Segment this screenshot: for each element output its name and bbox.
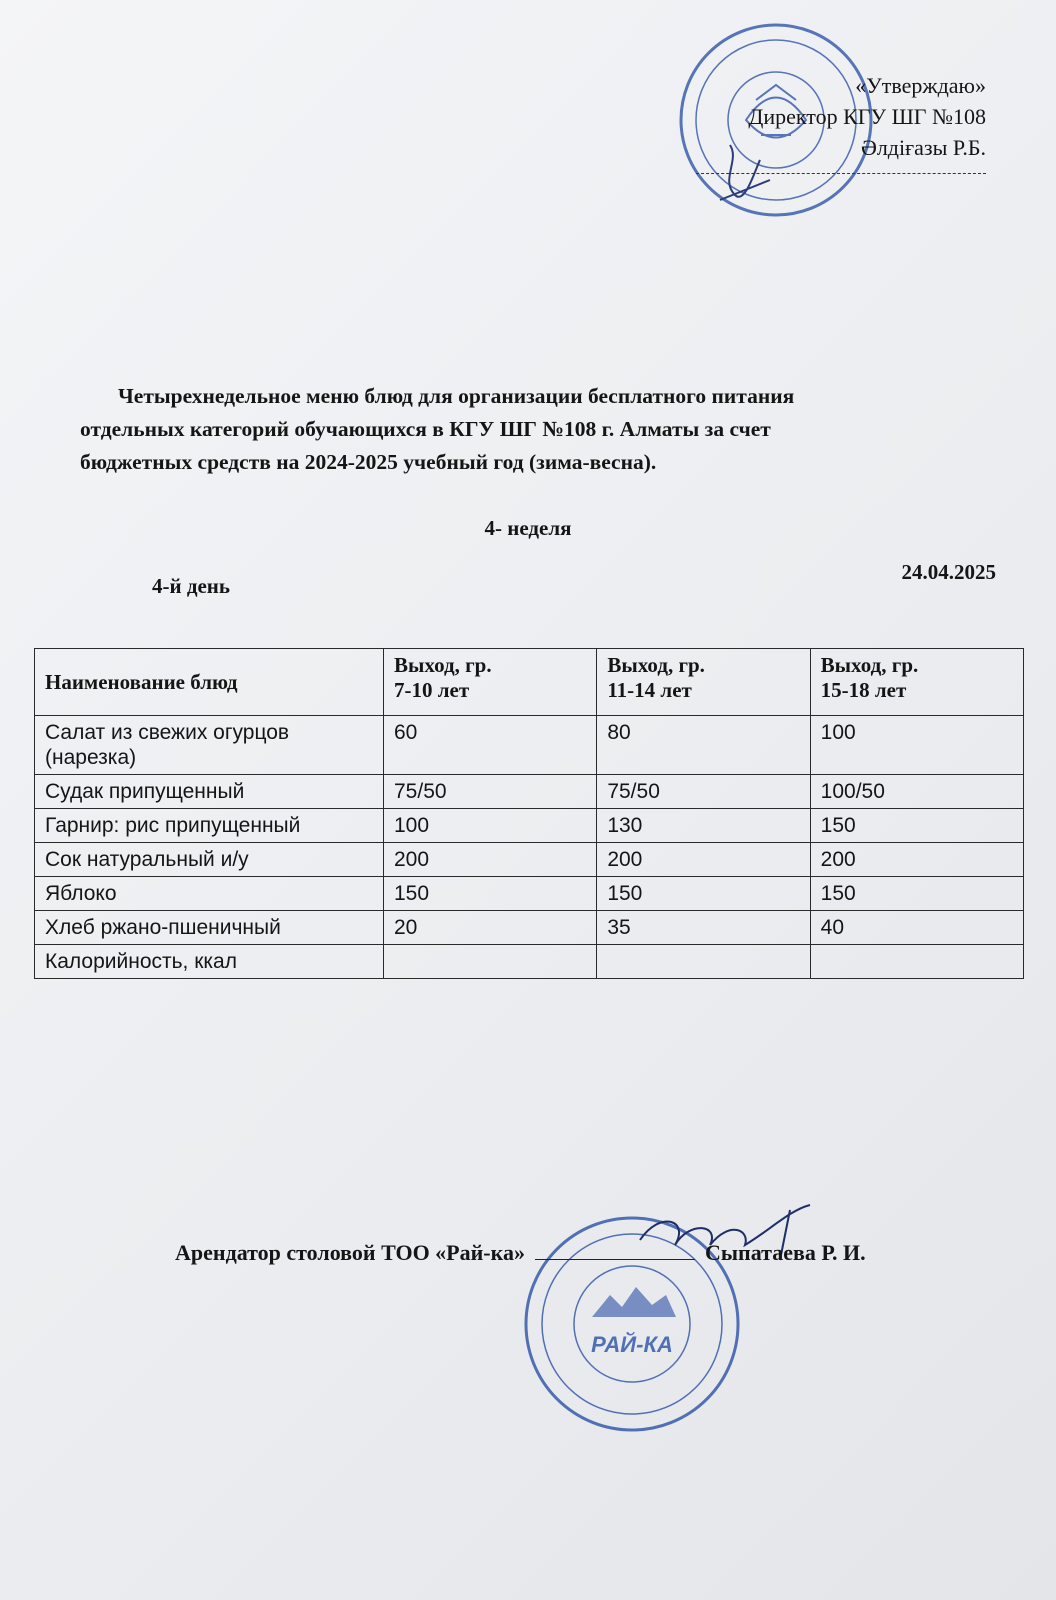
portion-cell	[597, 945, 810, 979]
footer-signature-row	[175, 1240, 866, 1266]
portion-cell: 130	[597, 809, 810, 843]
portion-cell: 150	[597, 877, 810, 911]
portion-cell: 150	[810, 809, 1023, 843]
tenant-name: Сыпатаева Р. И.	[704, 1240, 866, 1265]
table-row	[35, 911, 1024, 945]
approval-position: Директор КГУ ШГ №108	[748, 104, 986, 129]
portion-cell	[810, 945, 1023, 979]
table-header-row	[35, 649, 1024, 716]
day-label: 4-й день	[152, 574, 230, 598]
approval-block	[696, 70, 986, 174]
menu-table	[34, 648, 1024, 979]
portion-cell: 150	[810, 877, 1023, 911]
dish-name: Судак припущенный	[35, 775, 384, 809]
portion-cell: 100	[810, 716, 1023, 775]
approval-director-name: Әлдіғазы Р.Б.	[860, 135, 986, 160]
portion-cell: 200	[810, 843, 1023, 877]
dish-name: Яблоко	[35, 877, 384, 911]
dish-name: Гарнир: рис припущенный	[35, 809, 384, 843]
portion-cell	[384, 945, 597, 979]
approval-title: «Утверждаю»	[855, 73, 986, 98]
dish-name: Салат из свежих огурцов (нарезка)	[35, 716, 384, 775]
portion-cell: 100	[384, 809, 597, 843]
portion-cell: 75/50	[597, 775, 810, 809]
header-dish-name: Наименование блюд	[35, 649, 384, 716]
date-label: 24.04.2025	[901, 560, 996, 584]
dish-name: Калорийность, ккал	[35, 945, 384, 979]
portion-cell: 20	[384, 911, 597, 945]
table-row	[35, 809, 1024, 843]
table-row	[35, 775, 1024, 809]
week-label: 4- неделя	[484, 516, 572, 540]
portion-cell: 80	[597, 716, 810, 775]
title-line-2: отдельных категорий обучающихся в КГУ ШГ №108 г. Алматы за счет	[80, 417, 771, 441]
table-row	[35, 716, 1024, 775]
document-title	[80, 380, 980, 479]
portion-cell: 60	[384, 716, 597, 775]
stamp-company-name: РАЙ-КА	[591, 1332, 673, 1357]
signature-line	[696, 163, 986, 174]
dish-name: Хлеб ржано-пшеничный	[35, 911, 384, 945]
title-line-3: бюджетных средств на 2024-2025 учебный год (зима-весна).	[80, 450, 657, 474]
header-portion-15-18: Выход, гр. 15-18 лет	[810, 649, 1023, 716]
header-portion-11-14: Выход, гр. 11-14 лет	[597, 649, 810, 716]
title-line-1: Четырехнедельное меню блюд для организации бесплатного питания	[118, 384, 795, 408]
portion-cell: 75/50	[384, 775, 597, 809]
table-row	[35, 877, 1024, 911]
portion-cell: 200	[384, 843, 597, 877]
portion-cell: 200	[597, 843, 810, 877]
table-row	[35, 843, 1024, 877]
header-portion-7-10: Выход, гр. 7-10 лет	[384, 649, 597, 716]
portion-cell: 150	[384, 877, 597, 911]
dish-name: Сок натуральный и/у	[35, 843, 384, 877]
portion-cell: 100/50	[810, 775, 1023, 809]
tenant-label: Арендатор столовой ТОО «Рай-ка»	[175, 1240, 525, 1265]
portion-cell: 40	[810, 911, 1023, 945]
table-row	[35, 945, 1024, 979]
tenant-signature-line	[535, 1241, 695, 1260]
portion-cell: 35	[597, 911, 810, 945]
